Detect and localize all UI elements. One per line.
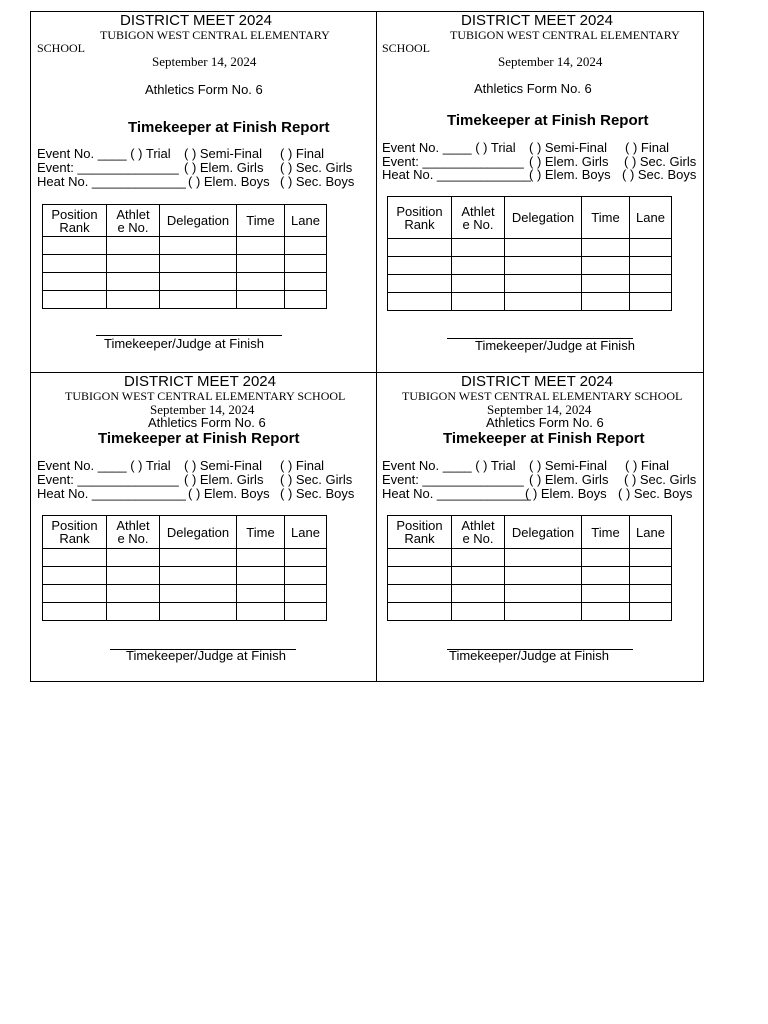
- table-row: [43, 567, 327, 585]
- meet-title: DISTRICT MEET 2024: [124, 373, 276, 390]
- form-number: Athletics Form No. 6: [486, 415, 604, 430]
- results-table: [42, 204, 327, 309]
- table-cell[interactable]: [160, 291, 237, 309]
- table-cell[interactable]: [237, 603, 285, 621]
- table-cell[interactable]: [43, 603, 107, 621]
- table-row: [43, 603, 327, 621]
- meet-title: DISTRICT MEET 2024: [461, 12, 613, 29]
- event-no-field: Event No. ____ ( ) Trial: [37, 146, 171, 161]
- table-cell[interactable]: [388, 603, 452, 621]
- table-cell[interactable]: [285, 291, 327, 309]
- heat-no-field: Heat No. _____________: [37, 486, 186, 501]
- semi-final-option: ( ) Semi-Final: [184, 146, 263, 161]
- sec-girls-option: ( ) Sec. Girls: [624, 154, 697, 169]
- table-cell[interactable]: [43, 237, 107, 255]
- semi-final-option: ( ) Semi-Final: [184, 458, 263, 473]
- event-no-field: Event No. ____ ( ) Trial: [382, 458, 516, 473]
- table-cell[interactable]: [582, 585, 630, 603]
- header-athlete-no: Athlet e No.: [107, 205, 160, 237]
- elem-boys-option: ( ) Elem. Boys: [529, 167, 611, 182]
- form-number: Athletics Form No. 6: [148, 415, 266, 430]
- header-delegation: Delegation: [160, 516, 237, 549]
- form-number: Athletics Form No. 6: [145, 82, 263, 97]
- table-row: [388, 549, 672, 567]
- school-name-line1: TUBIGON WEST CENTRAL ELEMENTARY: [100, 28, 330, 42]
- report-title: Timekeeper at Finish Report: [98, 430, 300, 447]
- header-lane: Lane: [630, 516, 672, 549]
- table-row: [43, 585, 327, 603]
- semi-final-option: ( ) Semi-Final: [529, 140, 608, 155]
- elem-boys-option: ( ) Elem. Boys: [525, 486, 607, 501]
- table-cell[interactable]: [582, 549, 630, 567]
- table-row: [388, 603, 672, 621]
- table-cell[interactable]: [582, 293, 630, 311]
- sec-girls-option: ( ) Sec. Girls: [280, 472, 353, 487]
- table-cell[interactable]: [388, 257, 452, 275]
- table-cell[interactable]: [285, 585, 327, 603]
- table-cell[interactable]: [237, 273, 285, 291]
- table-cell[interactable]: [505, 275, 582, 293]
- table-cell[interactable]: [285, 603, 327, 621]
- table-cell[interactable]: [388, 239, 452, 257]
- header-position-rank: Position Rank: [388, 197, 452, 239]
- event-no-field: Event No. ____ ( ) Trial: [382, 140, 516, 155]
- table-cell[interactable]: [582, 567, 630, 585]
- table-cell[interactable]: [237, 237, 285, 255]
- signature-label: Timekeeper/Judge at Finish: [104, 336, 264, 351]
- form-bottom-right: [376, 373, 704, 682]
- table-cell[interactable]: [452, 257, 505, 275]
- semi-final-option: ( ) Semi-Final: [529, 458, 608, 473]
- table-cell[interactable]: [630, 239, 672, 257]
- table-row: [388, 567, 672, 585]
- meet-date: September 14, 2024: [487, 402, 592, 417]
- header-athlete-no: Athlet e No.: [452, 516, 505, 549]
- form-number: Athletics Form No. 6: [474, 81, 592, 96]
- table-cell[interactable]: [237, 255, 285, 273]
- elem-boys-option: ( ) Elem. Boys: [188, 486, 270, 501]
- final-option: ( ) Final: [625, 140, 670, 155]
- table-cell[interactable]: [285, 567, 327, 585]
- table-cell[interactable]: [160, 549, 237, 567]
- meet-title: DISTRICT MEET 2024: [461, 373, 613, 390]
- header-position-rank: Position Rank: [43, 516, 107, 549]
- meet-date: September 14, 2024: [150, 402, 255, 417]
- table-row: [43, 255, 327, 273]
- table-cell[interactable]: [388, 567, 452, 585]
- table-cell[interactable]: [630, 585, 672, 603]
- table-cell[interactable]: [160, 567, 237, 585]
- school-name-line2: SCHOOL: [382, 41, 431, 55]
- table-cell[interactable]: [107, 603, 160, 621]
- event-field: Event: ______________: [382, 472, 524, 487]
- table-cell[interactable]: [388, 293, 452, 311]
- header-lane: Lane: [285, 205, 327, 237]
- header-delegation: Delegation: [505, 197, 582, 239]
- table-cell[interactable]: [43, 585, 107, 603]
- table-row: [43, 291, 327, 309]
- table-cell[interactable]: [388, 275, 452, 293]
- table-cell[interactable]: [505, 257, 582, 275]
- table-cell[interactable]: [388, 549, 452, 567]
- sec-boys-option: ( ) Sec. Boys: [280, 174, 355, 189]
- sec-girls-option: ( ) Sec. Girls: [624, 472, 697, 487]
- header-time: Time: [582, 197, 630, 239]
- table-cell[interactable]: [505, 293, 582, 311]
- header-delegation: Delegation: [505, 516, 582, 549]
- results-table: [387, 515, 672, 621]
- table-cell[interactable]: [107, 585, 160, 603]
- table-cell[interactable]: [237, 291, 285, 309]
- event-field: Event: ______________: [382, 154, 524, 169]
- table-cell[interactable]: [160, 603, 237, 621]
- table-cell[interactable]: [43, 549, 107, 567]
- table-cell[interactable]: [630, 603, 672, 621]
- elem-girls-option: ( ) Elem. Girls: [184, 472, 264, 487]
- event-no-field: Event No. ____ ( ) Trial: [37, 458, 171, 473]
- header-time: Time: [237, 516, 285, 549]
- table-cell[interactable]: [160, 237, 237, 255]
- table-cell[interactable]: [452, 585, 505, 603]
- table-cell[interactable]: [43, 567, 107, 585]
- header-time: Time: [582, 516, 630, 549]
- table-cell[interactable]: [237, 567, 285, 585]
- table-cell[interactable]: [285, 237, 327, 255]
- table-cell[interactable]: [285, 549, 327, 567]
- heat-no-field: Heat No. _____________: [382, 486, 531, 501]
- results-table: [42, 515, 327, 621]
- table-cell[interactable]: [505, 239, 582, 257]
- report-title: Timekeeper at Finish Report: [128, 119, 330, 136]
- table-cell[interactable]: [582, 275, 630, 293]
- table-cell[interactable]: [452, 549, 505, 567]
- table-cell[interactable]: [505, 567, 582, 585]
- table-cell[interactable]: [285, 255, 327, 273]
- table-cell[interactable]: [505, 603, 582, 621]
- header-lane: Lane: [630, 197, 672, 239]
- table-cell[interactable]: [452, 239, 505, 257]
- table-cell[interactable]: [582, 239, 630, 257]
- table-cell[interactable]: [630, 257, 672, 275]
- signature-label: Timekeeper/Judge at Finish: [475, 338, 635, 353]
- sec-boys-option: ( ) Sec. Boys: [622, 167, 697, 182]
- table-row: [43, 549, 327, 567]
- table-cell[interactable]: [630, 293, 672, 311]
- table-row: [388, 239, 672, 257]
- form-top-right: [376, 12, 704, 372]
- table-row: [388, 293, 672, 311]
- table-cell[interactable]: [43, 291, 107, 309]
- table-cell[interactable]: [160, 255, 237, 273]
- form-bottom-left: [31, 373, 375, 682]
- header-position-rank: Position Rank: [388, 516, 452, 549]
- table-cell[interactable]: [505, 585, 582, 603]
- table-cell[interactable]: [107, 237, 160, 255]
- table-cell[interactable]: [160, 585, 237, 603]
- table-cell[interactable]: [452, 567, 505, 585]
- school-name: TUBIGON WEST CENTRAL ELEMENTARY SCHOOL: [402, 389, 683, 403]
- final-option: ( ) Final: [280, 458, 325, 473]
- table-row: [43, 237, 327, 255]
- form-top-left: [31, 12, 375, 372]
- header-athlete-no: Athlet e No.: [452, 197, 505, 239]
- table-row: [388, 585, 672, 603]
- table-cell[interactable]: [107, 549, 160, 567]
- table-cell[interactable]: [452, 293, 505, 311]
- final-option: ( ) Final: [625, 458, 670, 473]
- header-athlete-no: Athlet e No.: [107, 516, 160, 549]
- signature-label: Timekeeper/Judge at Finish: [449, 648, 609, 663]
- school-name-line1: TUBIGON WEST CENTRAL ELEMENTARY: [450, 28, 680, 42]
- elem-girls-option: ( ) Elem. Girls: [529, 472, 609, 487]
- table-cell[interactable]: [505, 549, 582, 567]
- heat-no-field: Heat No. _____________: [37, 174, 186, 189]
- table-cell[interactable]: [107, 567, 160, 585]
- table-cell[interactable]: [582, 603, 630, 621]
- signature-label: Timekeeper/Judge at Finish: [126, 648, 286, 663]
- table-row: [43, 273, 327, 291]
- meet-date: September 14, 2024: [498, 54, 603, 69]
- elem-boys-option: ( ) Elem. Boys: [188, 174, 270, 189]
- elem-girls-option: ( ) Elem. Girls: [184, 160, 264, 175]
- table-cell[interactable]: [160, 273, 237, 291]
- results-table: [387, 196, 672, 311]
- meet-title: DISTRICT MEET 2024: [120, 12, 272, 29]
- header-position-rank: Position Rank: [43, 205, 107, 237]
- meet-date: September 14, 2024: [152, 54, 257, 69]
- report-title: Timekeeper at Finish Report: [447, 112, 649, 129]
- event-field: Event: ______________: [37, 160, 179, 175]
- table-cell[interactable]: [630, 549, 672, 567]
- table-cell[interactable]: [237, 585, 285, 603]
- table-cell[interactable]: [630, 275, 672, 293]
- report-title: Timekeeper at Finish Report: [443, 430, 645, 447]
- table-cell[interactable]: [452, 603, 505, 621]
- table-cell[interactable]: [630, 567, 672, 585]
- table-cell[interactable]: [107, 255, 160, 273]
- table-cell[interactable]: [237, 549, 285, 567]
- elem-girls-option: ( ) Elem. Girls: [529, 154, 609, 169]
- table-cell[interactable]: [452, 275, 505, 293]
- sec-boys-option: ( ) Sec. Boys: [618, 486, 693, 501]
- event-field: Event: ______________: [37, 472, 179, 487]
- table-cell[interactable]: [388, 585, 452, 603]
- sec-girls-option: ( ) Sec. Girls: [280, 160, 353, 175]
- table-cell[interactable]: [43, 255, 107, 273]
- heat-no-field: Heat No. _____________: [382, 167, 531, 182]
- table-cell[interactable]: [107, 273, 160, 291]
- table-cell[interactable]: [107, 291, 160, 309]
- table-row: [388, 275, 672, 293]
- header-lane: Lane: [285, 516, 327, 549]
- header-time: Time: [237, 205, 285, 237]
- table-row: [388, 257, 672, 275]
- final-option: ( ) Final: [280, 146, 325, 161]
- school-name-line2: SCHOOL: [37, 41, 86, 55]
- table-cell[interactable]: [582, 257, 630, 275]
- school-name: TUBIGON WEST CENTRAL ELEMENTARY SCHOOL: [65, 389, 346, 403]
- table-cell[interactable]: [43, 273, 107, 291]
- header-delegation: Delegation: [160, 205, 237, 237]
- table-cell[interactable]: [285, 273, 327, 291]
- sec-boys-option: ( ) Sec. Boys: [280, 486, 355, 501]
